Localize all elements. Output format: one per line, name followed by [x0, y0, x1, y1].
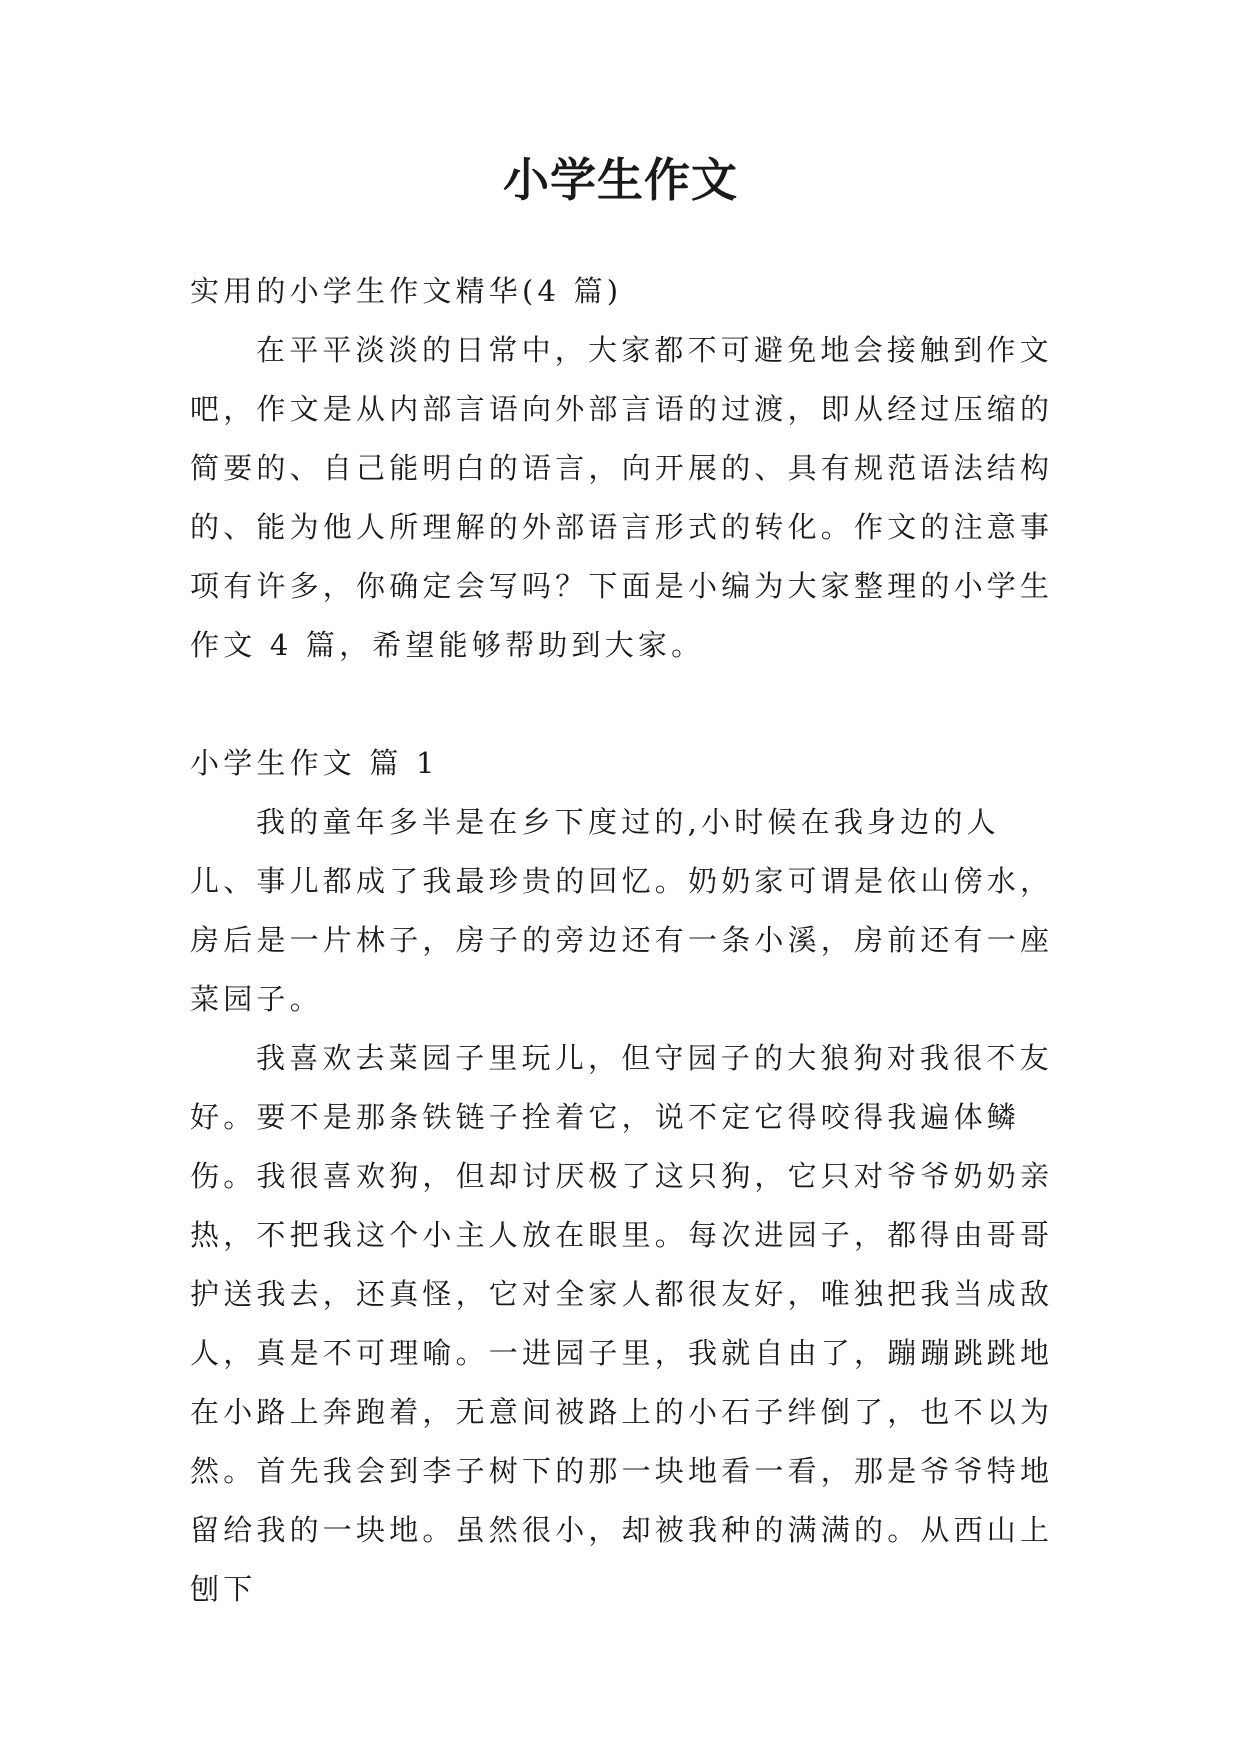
body-paragraph-1: 我的童年多半是在乡下度过的,小时候在我身边的人儿、事儿都成了我最珍贵的回忆。奶奶家可谓是依山傍水，房后是一片林子，房子的旁边还有一条小溪，房前还有一座菜园子。 — [190, 805, 1054, 1016]
section-heading: 小学生作文 篇 1 — [190, 746, 439, 780]
intro-paragraph: 在平平淡淡的日常中，大家都不可避免地会接触到作文吧，作文是从内部言语向外部言语的过渡，即从经过压缩的简要的、自己能明白的语言，向开展的、具有规范语法结构的、能为他人所理解的外部语言形式的转化。作文的注意事项有许多，你确定会写吗？下面是小编为大家整理的小学生作文 4 篇，希望能够帮助到大家。 — [190, 333, 1054, 662]
document-title: 小学生作文 — [503, 153, 738, 207]
document-body — [190, 262, 1055, 1619]
body-paragraph-2: 我喜欢去菜园子里玩儿，但守园子的大狼狗对我很不友好。要不是那条铁链子拴着它，说不定它得咬得我遍体鳞伤。我很喜欢狗，但却讨厌极了这只狗，它只对爷爷奶奶亲热，不把我这个小主人放在眼里。每次进园子，都得由哥哥护送我去，还真怪，它对全家人都很友好，唯独把我当成敌人，真是不可理喻。一进园子里，我就自由了，蹦蹦跳跳地在小路上奔跑着，无意间被路上的小石子绊倒了，也不以为然。首先我会到李子树下的那一块地看一看，那是爷爷特地留给我的一块地。虽然很小，却被我种的满满的。从西山上刨下 — [190, 1041, 1054, 1606]
document-subtitle: 实用的小学生作文精华(4 篇) — [190, 274, 623, 308]
section-gap — [190, 675, 1055, 734]
